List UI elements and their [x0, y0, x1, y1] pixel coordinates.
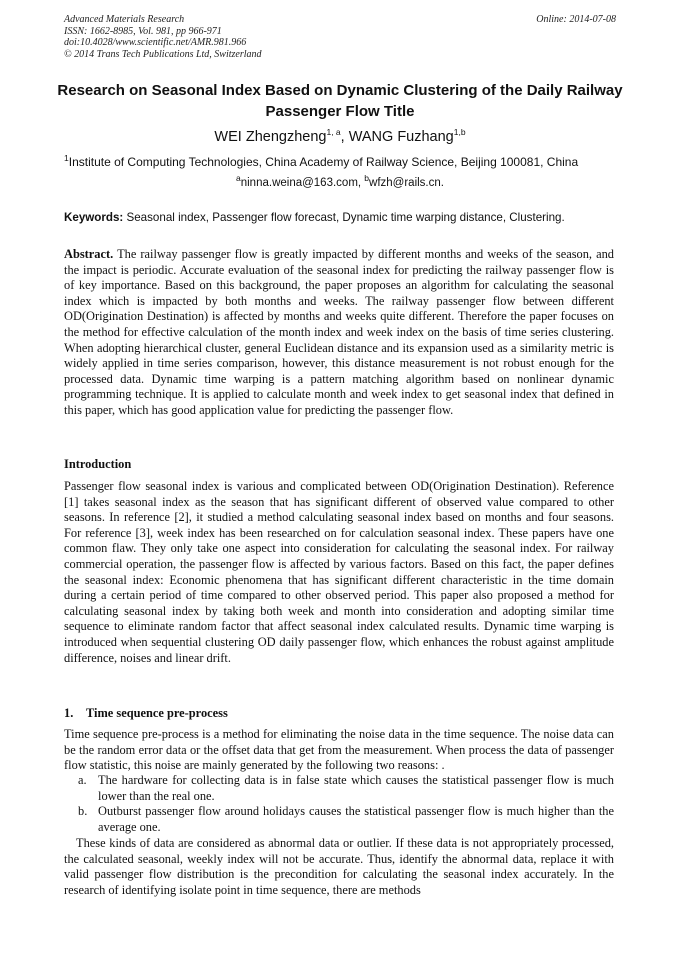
journal-name: Advanced Materials Research: [64, 14, 185, 25]
section-1-number: 1.: [64, 706, 74, 720]
keywords: [64, 210, 624, 225]
affiliation-sup: 1: [64, 153, 69, 163]
author-1-sup: 1, a: [326, 127, 341, 138]
section-1-title: Time sequence pre-process: [86, 706, 228, 720]
copyright-line: © 2014 Trans Tech Publications Ltd, Switzerland: [64, 48, 262, 60]
list-item: [64, 773, 614, 804]
list-marker: b.: [78, 804, 88, 819]
email-b[interactable]: wfzh@rails.cn.: [369, 177, 444, 189]
author-2-name: WANG Fuzhang: [348, 129, 454, 145]
introduction-heading: Introduction: [64, 457, 132, 471]
list-item-text: The hardware for collecting data is in false state which causes the statistical passenger flow is much lower than the real one.: [98, 773, 614, 803]
section-1-paragraph-1: Time sequence pre-process is a method for eliminating the noise data in the time sequence. The noise data can be the random error data or the offset data that get from the measurement. When process the data of passenger flow statistic, this noise are mainly generated by the following two reasons: .: [64, 727, 614, 773]
list-item-text: Outburst passenger flow around holidays causes the statistical passenger flow is much higher than the average one.: [98, 804, 614, 834]
author-line: [54, 128, 626, 146]
email-a-sup: a: [236, 173, 241, 184]
email-a[interactable]: ninna.weina@163.com,: [240, 177, 365, 189]
online-date: Online: 2014-07-08: [536, 14, 616, 25]
author-separator: ,: [340, 129, 349, 145]
author-1-name: WEI Zhengzheng: [214, 129, 327, 145]
list-marker: a.: [78, 773, 87, 787]
email-b-sup: b: [364, 173, 370, 184]
abstract-text: The railway passenger flow is greatly impacted by different months and weeks of the season, and the impact is periodic. Accurate evaluation of the seasonal index for predicting the railway passenger flow is of key importance. Based on this background, the paper proposes an algorithm for calculating the seasonal index which is impacted by both months and weeks. The railway passenger flow between different OD(Origination Destination) is affected by months and weeks quite different. Therefore the paper focuses on the method for effective calculation of the month index and week index on the basis of time series clustering. When adopting hierarchical cluster, general Euclidean distance and its expansion used as a similarity metric is widely applied in time series comparison, however, this distance measurement is not robust enough for the processed data. Dynamic time warping is a pattern matching algorithm based on nonlinear dynamic programming technique. It is applied to calculate month and week index to get seasonal index that defined in this paper, which has good application value for predicting the passenger flow.: [64, 247, 614, 417]
keywords-label: Keywords:: [64, 211, 124, 224]
journal-header: [64, 14, 616, 60]
reason-list: [64, 773, 614, 835]
abstract-label: Abstract.: [64, 247, 114, 261]
affiliation-text: Institute of Computing Technologies, China Academy of Railway Science, Beijing 100081, China: [68, 155, 579, 169]
section-1-heading: [64, 706, 228, 721]
paper-title: Research on Seasonal Index Based on Dynamic Clustering of the Daily Railway Passenger Flow Title: [57, 82, 623, 120]
issn-line: ISSN: 1662-8985, Vol. 981, pp 966-971: [64, 25, 222, 37]
abstract-paragraph: [64, 247, 614, 419]
doi-line: doi:10.4028/www.scientific.net/AMR.981.966: [64, 37, 247, 48]
email-line: [54, 173, 626, 191]
introduction-paragraph: Passenger flow seasonal index is various and complicated between OD(Origination Destination). Reference [1] takes seasonal index as the season that has significant different of observed value compared to other seasons. In reference [2], it studied a method calculating seasonal index based on months and four seasons. For reference [3], week index has been researched on for calculation seasonal index. These papers have one common flaw. They only take one aspect into consideration for calculating the seasonal index. For railway commercial operation, the passenger flow is affected by various factors. Based on this fact, the paper defines the seasonal index: Economic phenomena that has significant different characteristic in the time domain during a certain period of time compared to other observed period. This paper also proposed a method for calculating seasonal index by taking both week and month into consideration and adopting similar time sequence to eliminate random factor that affect seasonal index calculated results. Dynamic time warping is introduced when sequential clustering OD daily passenger flow, which enhances the robust against amplitude difference, noises and linear drift.: [64, 479, 614, 665]
affiliation: [64, 155, 624, 170]
list-item: [64, 804, 614, 835]
keywords-text: Seasonal index, Passenger flow forecast, Dynamic time warping distance, Clustering.: [123, 211, 565, 224]
author-2-sup: 1,b: [453, 127, 466, 138]
section-1-paragraph-2: These kinds of data are considered as abnormal data or outlier. If these data is not appropriately processed, the calculated seasonal, weekly index will not be accurate. Thus, identify the abnormal data, replace it with valid passenger flow distribution is the precondition for calculating the seasonal index accurately. In the research of identifying isolate point in time sequence, there are methods: [64, 836, 614, 897]
